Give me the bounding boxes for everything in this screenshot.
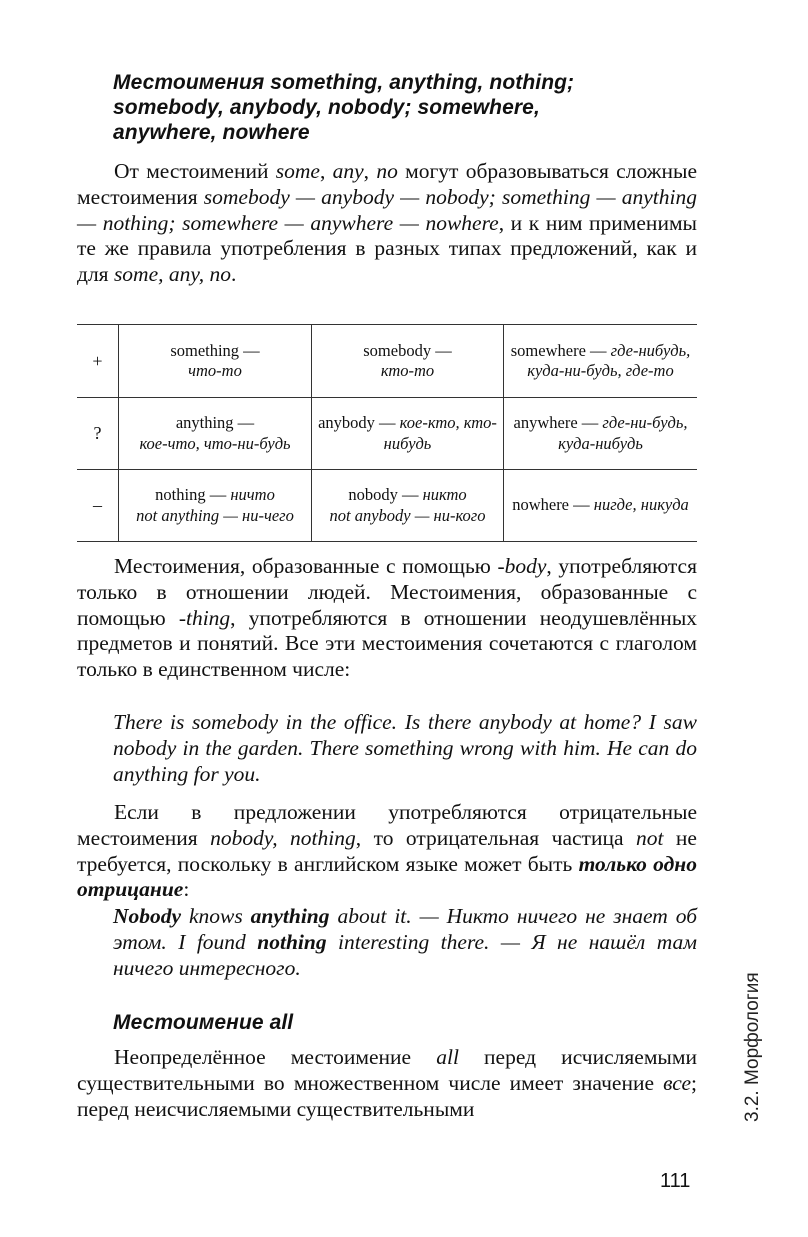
pronoun-table <box>77 324 697 542</box>
paragraph-intro: От местоимений some, any, no могут образовываться сложные местоимения somebody — anybody — nobody; something — anything — nothing; somewhere — anywhere — nowhere, и к ним применимы те же правила употребления в разных типах предложений, как и для some, any, no. <box>77 159 698 287</box>
table-cell: nobody — никто not anybody — ни-кого <box>312 470 504 542</box>
example-block-1: There is somebody in the office. Is there anybody at home? I saw nobody in the garden. There something wrong with him. He can do anything for you. <box>113 710 697 786</box>
table-row <box>77 325 697 398</box>
table-cell: anybody — кое-кто, кто-нибудь <box>312 398 504 470</box>
example-block-2: Nobody knows anything about it. — Никто ничего не знает об этом. I found nothing interesting there. — Я не нашёл там ничего интересного. <box>113 904 698 980</box>
section-heading-all: Местоимение all <box>113 1011 294 1034</box>
section-heading-pronouns <box>113 70 574 145</box>
table-row <box>77 398 697 470</box>
page-number: 111 <box>660 1170 691 1192</box>
table-row <box>77 470 697 542</box>
heading-line: somebody, anybody, nobody; somewhere, <box>113 96 540 119</box>
table-cell: somewhere — где-нибудь, куда-ни-будь, где-то <box>504 325 698 398</box>
paragraph-body-thing: Местоимения, образованные с помощью -body, употребляются только в отношении людей. Местоимения, образованные с помощью -thing, употребляются в отношении неодушевлённых предметов и понятий. Все эти местоимения сочетаются с глаголом только в единственном числе: <box>77 554 698 682</box>
sign-cell: ? <box>77 398 119 470</box>
sign-cell: + <box>77 325 119 398</box>
table-cell: nowhere — нигде, никуда <box>504 470 698 542</box>
table-cell: nothing — ничто not anything — ни-чего <box>119 470 312 542</box>
heading-line: anywhere, nowhere <box>113 121 310 144</box>
table-cell: somebody — кто-то <box>312 325 504 398</box>
table-cell: something — что-то <box>119 325 312 398</box>
table-cell: anywhere — где-ни-будь, куда-нибудь <box>504 398 698 470</box>
paragraph-all: Неопределённое местоимение all перед исчисляемыми существительными во множественном числе имеет значение все; перед неисчисляемыми существительными <box>77 1045 697 1121</box>
table-cell: anything — кое-что, что-ни-будь <box>119 398 312 470</box>
paragraph-negation: Если в предложении употребляются отрицательные местоимения nobody, nothing, то отрицательная частица not не требуется, поскольку в английском языке может быть только одно отрицание: <box>77 800 697 902</box>
sign-cell: – <box>77 470 119 542</box>
heading-line: Местоимения something, anything, nothing; <box>113 71 575 94</box>
chapter-side-label: 3.2. Морфология <box>742 972 763 1122</box>
